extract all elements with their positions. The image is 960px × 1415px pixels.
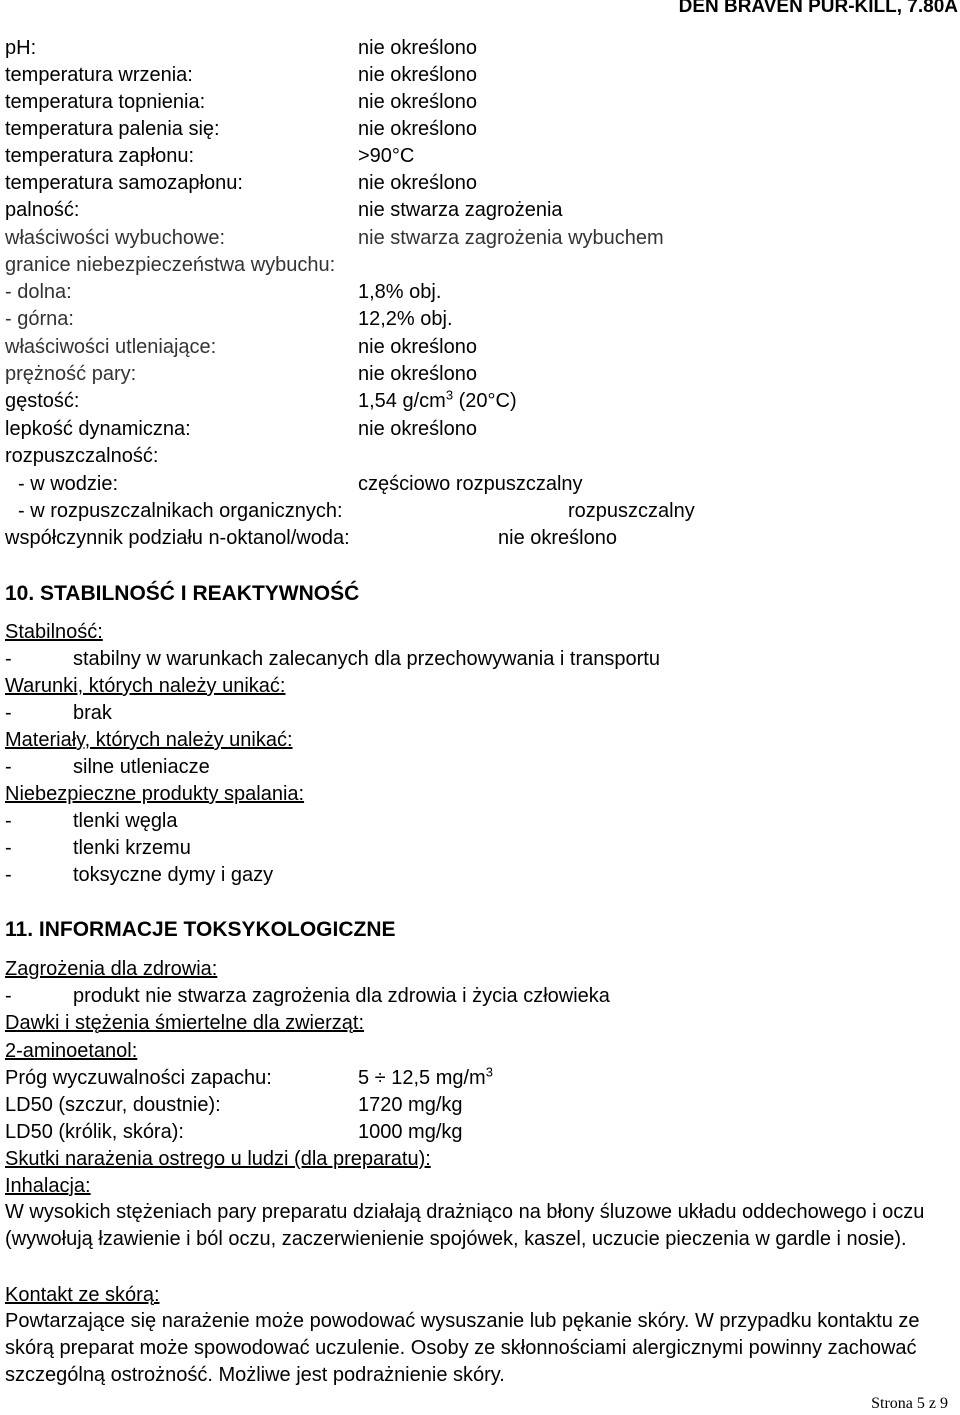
property-value: nie określono bbox=[358, 336, 477, 358]
property-value: nie określono bbox=[358, 172, 477, 194]
list-dash: - bbox=[5, 985, 12, 1007]
list-dash: - bbox=[5, 810, 12, 832]
list-dash: - bbox=[5, 648, 12, 670]
subsection-label: Skutki narażenia ostrego u ludzi (dla preparatu): bbox=[5, 1148, 431, 1170]
subsection-label: Zagrożenia dla zdrowia: bbox=[5, 958, 218, 980]
tox-value: 1720 mg/kg bbox=[358, 1094, 463, 1116]
subsection-label: Materiały, których należy unikać: bbox=[5, 729, 293, 751]
property-label: temperatura zapłonu: bbox=[5, 145, 195, 167]
property-value: nie określono bbox=[358, 118, 477, 140]
property-label: właściwości wybuchowe: bbox=[5, 227, 226, 249]
property-label: lepkość dynamiczna: bbox=[5, 418, 191, 440]
list-item: tlenki węgla bbox=[73, 810, 178, 832]
property-label: rozpuszczalność: bbox=[5, 445, 159, 467]
property-label: temperatura samozapłonu: bbox=[5, 172, 243, 194]
property-value: 12,2% obj. bbox=[358, 308, 453, 330]
property-value: nie określono bbox=[358, 418, 477, 440]
list-dash: - bbox=[5, 864, 12, 886]
subsection-label: Dawki i stężenia śmiertelne dla zwierząt: bbox=[5, 1012, 365, 1034]
list-item: stabilny w warunkach zalecanych dla przechowywania i transportu bbox=[73, 648, 660, 670]
property-value: nie określono bbox=[498, 527, 617, 549]
tox-value-odor: 5 ÷ 12,5 $mg/m^3$ bbox=[358, 1064, 493, 1089]
property-label: - dolna: bbox=[5, 281, 72, 303]
list-dash: - bbox=[5, 702, 12, 724]
property-value-density: 1,54 $g/cm^3$ (20°C) bbox=[358, 387, 517, 412]
property-label: - górna: bbox=[5, 308, 74, 330]
subsection-label: Warunki, których należy unikać: bbox=[5, 675, 286, 697]
tox-value: 1000 mg/kg bbox=[358, 1121, 463, 1143]
list-dash: - bbox=[5, 837, 12, 859]
property-label: współczynnik podziału n-oktanol/woda: bbox=[5, 527, 350, 549]
section-heading: 10. STABILNOŚĆ I REAKTYWNOŚĆ bbox=[5, 582, 360, 605]
paragraph-inhalation: W wysokich stężeniach pary preparatu działają drażniąco na błony śluzowe układu oddechowego i oczu (wywołują łzawienie i ból oczu, zaczerwienienie spojówek, kaszel, uczucie pieczenia w gardle i nosie). bbox=[5, 1201, 925, 1250]
list-item: brak bbox=[73, 702, 112, 724]
property-value: 1,8% obj. bbox=[358, 281, 442, 303]
property-value: nie stwarza zagrożenia bbox=[358, 199, 563, 221]
tox-label: Próg wyczuwalności zapachu: bbox=[5, 1067, 272, 1089]
property-value: nie określono bbox=[358, 363, 477, 385]
property-label: temperatura palenia się: bbox=[5, 118, 220, 140]
property-label: prężność pary: bbox=[5, 363, 137, 385]
list-item: produkt nie stwarza zagrożenia dla zdrowia i życia człowieka bbox=[73, 985, 610, 1007]
property-value: rozpuszczalny bbox=[568, 500, 695, 522]
property-label: gęstość: bbox=[5, 390, 80, 412]
property-label: właściwości utleniające: bbox=[5, 336, 217, 358]
property-label: - w rozpuszczalnikach organicznych: bbox=[18, 500, 343, 522]
document-header-title: DEN BRAVEN PUR-KILL, 7.80A bbox=[678, 0, 958, 17]
property-label: temperatura topnienia: bbox=[5, 91, 206, 113]
subsection-label: Stabilność: bbox=[5, 621, 103, 643]
list-item: tlenki krzemu bbox=[73, 837, 191, 859]
subsection-label: Kontakt ze skórą: bbox=[5, 1284, 160, 1306]
property-value: nie określono bbox=[358, 91, 477, 113]
property-value: nie określono bbox=[358, 37, 477, 59]
property-label: - w wodzie: bbox=[18, 473, 119, 495]
list-dash: - bbox=[5, 756, 12, 778]
page-number: Strona 5 z 9 bbox=[871, 1395, 948, 1412]
section-heading: 11. INFORMACJE TOKSYKOLOGICZNE bbox=[5, 918, 396, 941]
subsection-label: Niebezpieczne produkty spalania: bbox=[5, 783, 305, 805]
property-value: >90°C bbox=[358, 145, 415, 167]
property-value: częściowo rozpuszczalny bbox=[358, 473, 583, 495]
list-item: toksyczne dymy i gazy bbox=[73, 864, 274, 886]
property-label: pH: bbox=[5, 37, 37, 59]
paragraph-skin-contact: Powtarzające się narażenie może powodować wysuszanie lub pękanie skóry. W przypadku kontaktu ze skórą preparat może spowodować uczulenie. Osoby ze skłonnościami alergicznymi powinny zachować szczególną ostrożność. Możliwe jest podrażnienie skóry. bbox=[5, 1310, 920, 1386]
property-label: palność: bbox=[5, 199, 80, 221]
property-value: nie określono bbox=[358, 64, 477, 86]
property-label: granice niebezpieczeństwa wybuchu: bbox=[5, 254, 336, 276]
property-label: temperatura wrzenia: bbox=[5, 64, 193, 86]
property-value: nie stwarza zagrożenia wybuchem bbox=[358, 227, 664, 249]
tox-label: LD50 (szczur, doustnie): bbox=[5, 1094, 221, 1116]
substance-label: 2-aminoetanol: bbox=[5, 1040, 138, 1062]
list-item: silne utleniacze bbox=[73, 756, 210, 778]
tox-label: LD50 (królik, skóra): bbox=[5, 1121, 184, 1143]
subsection-label: Inhalacja: bbox=[5, 1175, 91, 1197]
